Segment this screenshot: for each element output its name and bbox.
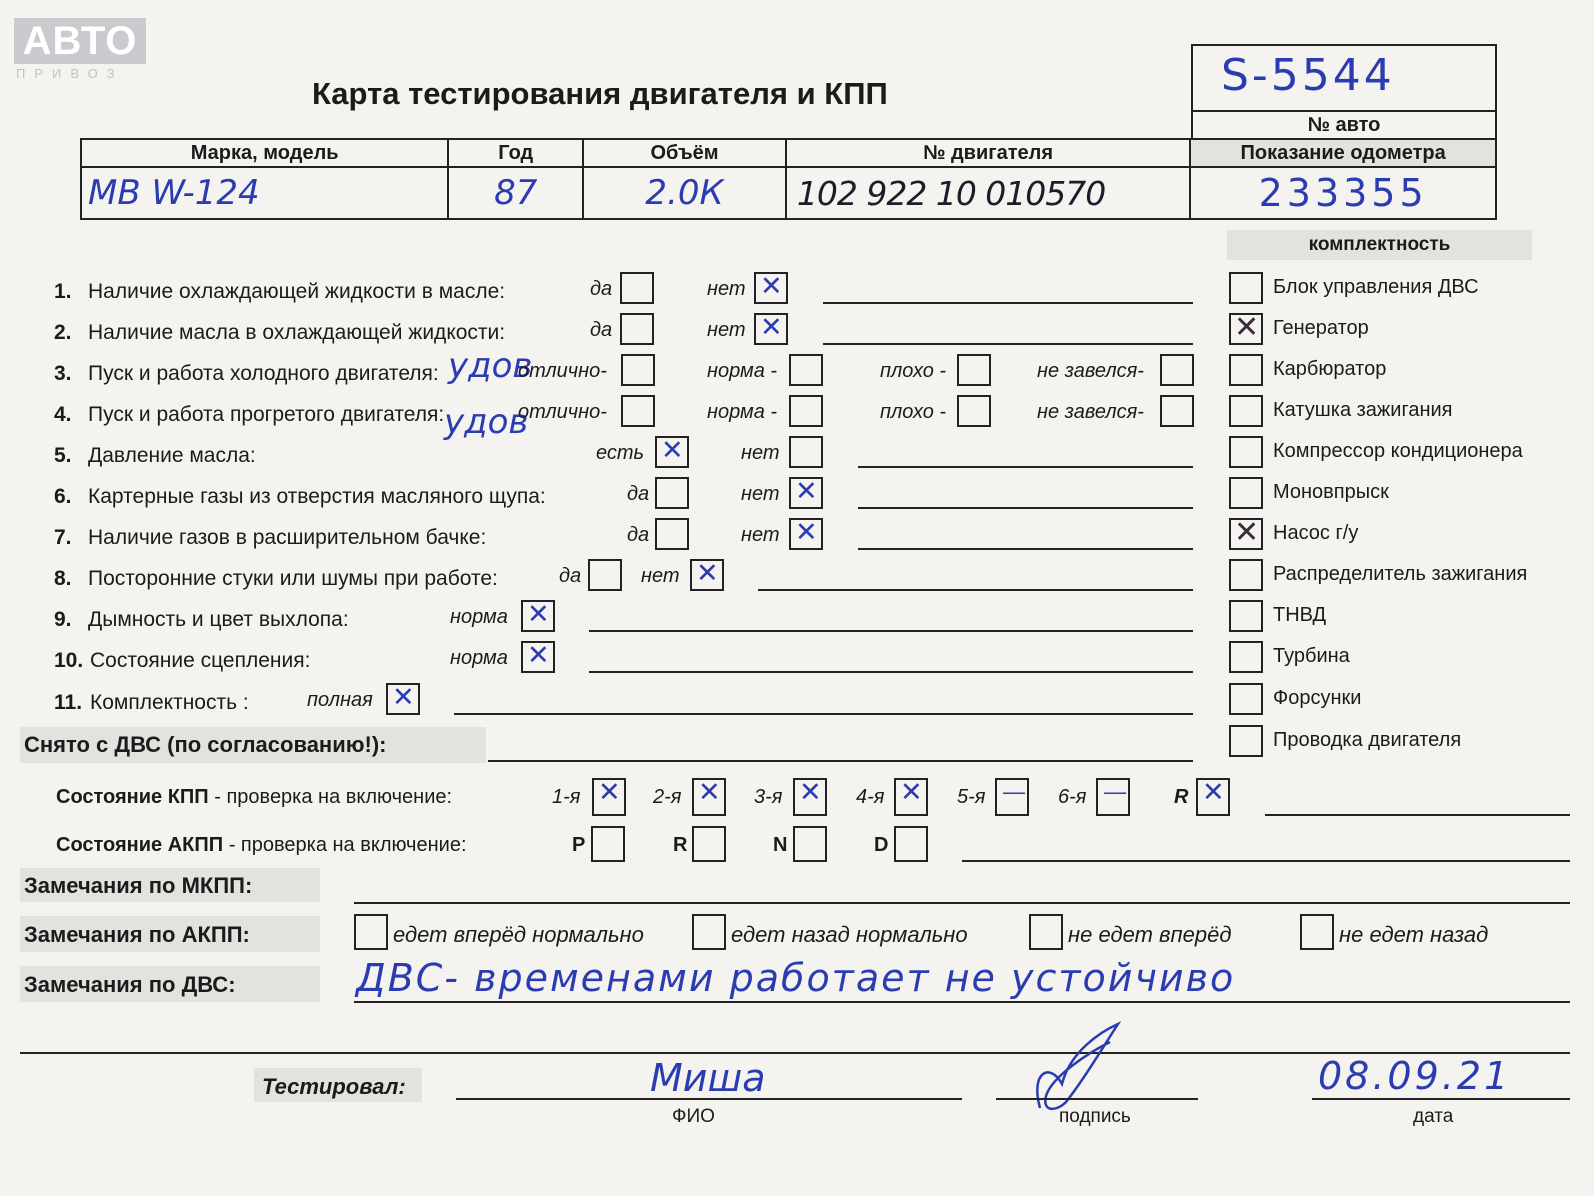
- engine-no-value: 102 922 10 010570: [796, 173, 1106, 213]
- q8-yes-label: да: [559, 565, 582, 587]
- date-caption: дата: [1413, 1106, 1454, 1127]
- gear-checkbox[interactable]: [995, 778, 1029, 816]
- q7-number: 7.: [54, 526, 72, 549]
- completeness-checkbox[interactable]: [1229, 725, 1263, 757]
- dvs-remarks-line[interactable]: [354, 1001, 1570, 1003]
- q8-yes-checkbox[interactable]: [588, 559, 622, 591]
- q1-no-label: нет: [707, 278, 746, 300]
- q1-text: Наличие охлаждающей жидкости в масле:: [88, 280, 506, 303]
- q3-handwritten-note: удов: [448, 346, 533, 386]
- signature-caption: подпись: [1059, 1106, 1131, 1127]
- completeness-item-label: Форсунки: [1273, 687, 1362, 709]
- q3-bad-checkbox[interactable]: [957, 354, 991, 386]
- completeness-item-label: Карбюратор: [1273, 358, 1387, 380]
- q3-normal-checkbox[interactable]: [789, 354, 823, 386]
- q2-comment-line[interactable]: [823, 343, 1193, 345]
- gear-checkbox[interactable]: [1096, 778, 1130, 816]
- q7-yes-label: да: [627, 524, 650, 546]
- q11-ok-label: полная: [307, 689, 373, 711]
- auto-mode-checkbox[interactable]: [591, 826, 625, 862]
- q10-number: 10.: [54, 649, 84, 672]
- gear-checkbox[interactable]: [793, 778, 827, 816]
- completeness-checkbox[interactable]: [1229, 683, 1263, 715]
- akpp-no-forward-label: не едет вперёд: [1068, 922, 1232, 947]
- q7-no-label: нет: [741, 524, 780, 546]
- completeness-item-label: ТНВД: [1273, 604, 1327, 626]
- completeness-checkbox[interactable]: [1229, 518, 1263, 550]
- q6-comment-line[interactable]: [858, 507, 1193, 509]
- q4-normal-label: норма -: [707, 401, 778, 423]
- q1-no-checkbox[interactable]: [754, 272, 788, 304]
- q11-comment-line[interactable]: [454, 713, 1193, 715]
- completeness-item-label: Моновпрыск: [1273, 481, 1389, 503]
- col-year-header: Год: [448, 139, 583, 167]
- gear-label: 2-я: [653, 786, 682, 808]
- q4-text: Пуск и работа прогретого двигателя:: [88, 403, 445, 426]
- completeness-item-label: Распределитель зажигания: [1273, 563, 1528, 585]
- akpp-no-reverse-checkbox[interactable]: [1300, 914, 1334, 950]
- q6-text: Картерные газы из отверстия масляного щупа:: [88, 485, 546, 508]
- q8-comment-line[interactable]: [758, 589, 1193, 591]
- completeness-checkbox[interactable]: [1229, 641, 1263, 673]
- q5-no-label: нет: [741, 442, 780, 464]
- q7-no-checkbox[interactable]: [789, 518, 823, 550]
- q3-nostart-label: не завелся-: [1037, 360, 1144, 382]
- auto-gearbox-label: [56, 834, 467, 857]
- completeness-checkbox[interactable]: [1229, 559, 1263, 591]
- completeness-title: комплектность: [1227, 230, 1532, 260]
- col-volume-header: Объём: [583, 139, 786, 167]
- q2-yes-checkbox[interactable]: [620, 313, 654, 345]
- signature-line[interactable]: [996, 1098, 1198, 1100]
- auto-mode-label: R: [673, 834, 688, 856]
- q8-no-checkbox[interactable]: [690, 559, 724, 591]
- gear-checkbox[interactable]: [894, 778, 928, 816]
- brand-logo-subtitle: ПРИВОЗ: [16, 66, 124, 81]
- auto-mode-label: N: [773, 834, 788, 856]
- q10-text: Состояние сцепления:: [90, 649, 311, 672]
- q1-yes-checkbox[interactable]: [620, 272, 654, 304]
- tester-name-caption: ФИО: [672, 1106, 715, 1127]
- q6-no-label: нет: [741, 483, 780, 505]
- completeness-checkbox[interactable]: [1229, 313, 1263, 345]
- q2-no-label: нет: [707, 319, 746, 341]
- manual-gearbox-label-rest: - проверка на включение:: [208, 786, 453, 808]
- q7-text: Наличие газов в расширительном бачке:: [88, 526, 487, 549]
- gear-label: 4-я: [856, 786, 885, 808]
- q1-number: 1.: [54, 280, 72, 303]
- q10-comment-line[interactable]: [589, 671, 1193, 673]
- mkpp-remarks-line[interactable]: [354, 902, 1570, 904]
- q9-text: Дымность и цвет выхлопа:: [88, 608, 349, 631]
- col-engine-no-header: № двигателя: [786, 139, 1190, 167]
- mkpp-remarks-label: Замечания по МКПП:: [24, 873, 253, 898]
- odometer-value: 233355: [1258, 171, 1428, 215]
- auto-mode-checkbox[interactable]: [692, 826, 726, 862]
- q9-comment-line[interactable]: [589, 630, 1193, 632]
- q4-normal-checkbox[interactable]: [789, 395, 823, 427]
- q6-no-checkbox[interactable]: [789, 477, 823, 509]
- q5-text: Давление масла:: [88, 444, 256, 467]
- q6-yes-label: да: [627, 483, 650, 505]
- akpp-no-reverse-label: не едет назад: [1339, 922, 1489, 947]
- q9-ok-label: норма: [450, 606, 508, 628]
- tester-name-line[interactable]: [456, 1098, 962, 1100]
- q9-ok-checkbox[interactable]: [521, 600, 555, 632]
- completeness-item-label: Блок управления ДВС: [1273, 276, 1479, 298]
- q8-text: Посторонние стуки или шумы при работе:: [88, 567, 498, 590]
- completeness-item-label: Проводка двигателя: [1273, 729, 1462, 751]
- dvs-remarks-label: Замечания по ДВС:: [24, 972, 236, 997]
- q3-excellent-checkbox[interactable]: [621, 354, 655, 386]
- brand-logo: АВТО: [14, 18, 146, 64]
- q4-bad-label: плохо -: [880, 401, 947, 423]
- q2-text: Наличие масла в охлаждающей жидкости:: [88, 321, 506, 344]
- auto-mode-checkbox[interactable]: [894, 826, 928, 862]
- q4-excellent-checkbox[interactable]: [621, 395, 655, 427]
- q5-yes-label: есть: [596, 442, 645, 464]
- q4-excellent-label: отлично-: [518, 401, 607, 423]
- q4-handwritten-note: удов: [444, 402, 529, 442]
- vehicle-info-table: [80, 138, 1497, 220]
- q3-normal-label: норма -: [707, 360, 778, 382]
- q5-number: 5.: [54, 444, 72, 467]
- test-date: 08.09.21: [1318, 1054, 1512, 1098]
- q5-comment-line[interactable]: [858, 466, 1193, 468]
- completeness-item-label: Генератор: [1273, 317, 1369, 339]
- gear-label: R: [1174, 786, 1189, 808]
- q4-nostart-label: не завелся-: [1037, 401, 1144, 423]
- q4-nostart-checkbox[interactable]: [1160, 395, 1194, 427]
- completeness-checkbox[interactable]: [1229, 395, 1263, 427]
- auto-mode-label: D: [874, 834, 889, 856]
- year-value: 87: [494, 173, 538, 213]
- q1-yes-label: да: [590, 278, 613, 300]
- q11-ok-checkbox[interactable]: [386, 683, 420, 715]
- q3-number: 3.: [54, 362, 72, 385]
- akpp-reverse-ok-checkbox[interactable]: [692, 914, 726, 950]
- q6-yes-checkbox[interactable]: [655, 477, 689, 509]
- volume-value: 2.0К: [645, 173, 724, 213]
- completeness-item-label: Катушка зажигания: [1273, 399, 1453, 421]
- akpp-no-forward-checkbox[interactable]: [1029, 914, 1063, 950]
- gear-label: 6-я: [1058, 786, 1087, 808]
- gear-checkbox[interactable]: [592, 778, 626, 816]
- gear-checkbox[interactable]: [692, 778, 726, 816]
- q6-number: 6.: [54, 485, 72, 508]
- q5-no-checkbox[interactable]: [789, 436, 823, 468]
- completeness-item-label: Насос г/у: [1273, 522, 1359, 544]
- q3-bad-label: плохо -: [880, 360, 947, 382]
- gearbox-comment-line[interactable]: [1265, 814, 1570, 816]
- stock-number-value: S-5544: [1221, 50, 1395, 101]
- gear-label: 5-я: [957, 786, 986, 808]
- auto-mode-checkbox[interactable]: [793, 826, 827, 862]
- completeness-checkbox[interactable]: [1229, 477, 1263, 509]
- q7-comment-line[interactable]: [858, 548, 1193, 550]
- removed-line[interactable]: [488, 760, 1193, 762]
- stock-number-label: № авто: [1191, 110, 1497, 138]
- auto-gearbox-comment-line[interactable]: [962, 860, 1570, 862]
- q1-comment-line[interactable]: [823, 302, 1193, 304]
- q2-number: 2.: [54, 321, 72, 344]
- completeness-checkbox[interactable]: [1229, 436, 1263, 468]
- q8-no-label: нет: [641, 565, 680, 587]
- auto-gearbox-label-bold: Состояние АКПП: [56, 834, 224, 856]
- col-make-header: Марка, модель: [81, 139, 448, 167]
- stock-number-box: [1191, 44, 1497, 110]
- q2-yes-label: да: [590, 319, 613, 341]
- dvs-remarks-text: ДВС- временами работает не устойчиво: [356, 956, 1236, 1000]
- q10-ok-label: норма: [450, 647, 508, 669]
- completeness-checkbox[interactable]: [1229, 354, 1263, 386]
- manual-gearbox-label: [56, 786, 452, 809]
- akpp-forward-ok-label: едет вперёд нормально: [393, 922, 644, 947]
- q4-bad-checkbox[interactable]: [957, 395, 991, 427]
- completeness-checkbox[interactable]: [1229, 600, 1263, 632]
- auto-mode-label: P: [572, 834, 586, 856]
- q3-text: Пуск и работа холодного двигателя:: [88, 362, 439, 385]
- page-title: Карта тестирования двигателя и КПП: [312, 76, 888, 111]
- q3-nostart-checkbox[interactable]: [1160, 354, 1194, 386]
- completeness-checkbox[interactable]: [1229, 272, 1263, 304]
- q2-no-checkbox[interactable]: [754, 313, 788, 345]
- gear-label: 3-я: [754, 786, 783, 808]
- col-odometer-header: Показание одометра: [1190, 139, 1496, 167]
- akpp-forward-ok-checkbox[interactable]: [354, 914, 388, 950]
- q4-number: 4.: [54, 403, 72, 426]
- q3-excellent-label: отлично-: [518, 360, 607, 382]
- completeness-item-label: Турбина: [1273, 645, 1350, 667]
- auto-gearbox-label-rest: - проверка на включение:: [223, 834, 467, 856]
- gear-label: 1-я: [552, 786, 581, 808]
- q8-number: 8.: [54, 567, 72, 590]
- akpp-reverse-ok-label: едет назад нормально: [731, 922, 968, 947]
- q5-yes-checkbox[interactable]: [655, 436, 689, 468]
- tester-name: Миша: [650, 1056, 766, 1100]
- removed-label: Снято с ДВС (по согласованию!):: [24, 732, 387, 757]
- q11-text: Комплектность :: [90, 691, 249, 714]
- gear-checkbox[interactable]: [1196, 778, 1230, 816]
- make-value: МВ W-124: [88, 173, 260, 213]
- manual-gearbox-label-bold: Состояние КПП: [56, 786, 209, 808]
- q9-number: 9.: [54, 608, 72, 631]
- akpp-remarks-label: Замечания по АКПП:: [24, 922, 250, 947]
- q11-number: 11.: [54, 691, 83, 714]
- tested-by-label: Тестировал:: [262, 1074, 406, 1099]
- q10-ok-checkbox[interactable]: [521, 641, 555, 673]
- completeness-item-label: Компрессор кондиционера: [1273, 440, 1523, 462]
- date-line[interactable]: [1312, 1098, 1570, 1100]
- q7-yes-checkbox[interactable]: [655, 518, 689, 550]
